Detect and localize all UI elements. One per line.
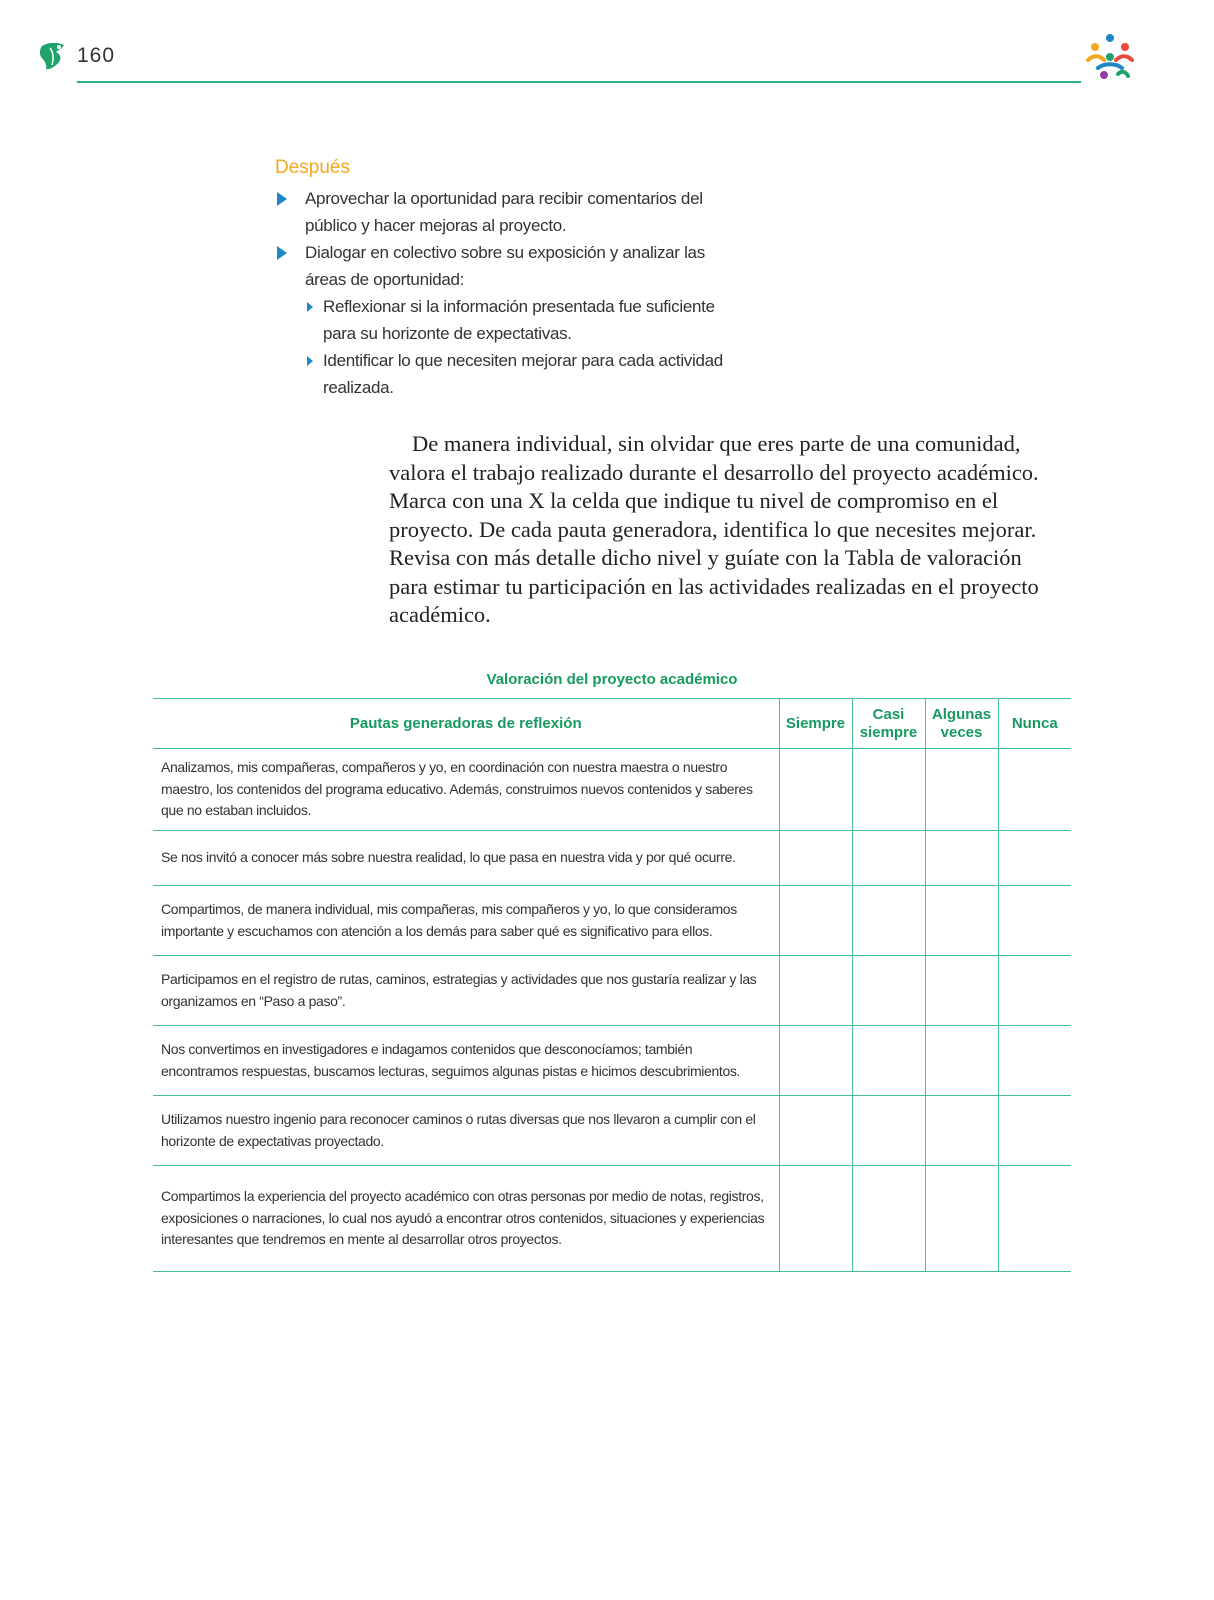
cell-siempre[interactable] xyxy=(779,1166,852,1272)
cell-algunas-veces[interactable] xyxy=(925,956,998,1026)
cell-nunca[interactable] xyxy=(998,1096,1071,1166)
cell-siempre[interactable] xyxy=(779,1026,852,1096)
sub-list-item-text: Reflexionar si la información presentada fue suficiente para su horizonte de expectativas. xyxy=(323,297,715,343)
sub-bullet-icon xyxy=(307,356,313,366)
row-description: Participamos en el registro de rutas, caminos, estrategias y actividades que nos gustaría realizar y las organizamos en “Paso a paso”. xyxy=(153,956,779,1026)
sub-list-item-text: Identificar lo que necesiten mejorar para cada actividad realizada. xyxy=(323,351,723,397)
sub-list-item xyxy=(305,347,735,401)
table-row xyxy=(153,1166,1071,1272)
cell-algunas-veces[interactable] xyxy=(925,886,998,956)
cell-siempre[interactable] xyxy=(779,886,852,956)
cell-algunas-veces[interactable] xyxy=(925,1026,998,1096)
cell-nunca[interactable] xyxy=(998,956,1071,1026)
leaf-logo-icon xyxy=(38,40,68,72)
row-description: Compartimos la experiencia del proyecto académico con otras personas por medio de notas, registros, exposiciones o narraciones, lo cual nos ayudó a encontrar otros contenidos, situaciones y experiencias interesantes que tendremos en mente al desarrollar otros proyectos. xyxy=(153,1166,779,1272)
cell-algunas-veces[interactable] xyxy=(925,831,998,886)
sub-list-item xyxy=(305,293,735,347)
table-row xyxy=(153,886,1071,956)
sub-bullet-icon xyxy=(307,302,313,312)
row-description: Nos convertimos en investigadores e indagamos contenidos que desconocíamos; también encontramos respuestas, buscamos lecturas, seguimos algunas pistas e hicimos descubrimientos. xyxy=(153,1026,779,1096)
header-divider xyxy=(77,81,1081,83)
cell-nunca[interactable] xyxy=(998,1166,1071,1272)
cell-siempre[interactable] xyxy=(779,956,852,1026)
row-description: Utilizamos nuestro ingenio para reconocer caminos o rutas diversas que nos llevaron a cumplir con el horizonte de expectativas proyectado. xyxy=(153,1096,779,1166)
cell-casi-siempre[interactable] xyxy=(852,749,925,831)
sub-list xyxy=(305,293,735,401)
cell-algunas-veces[interactable] xyxy=(925,749,998,831)
table-row xyxy=(153,1096,1071,1166)
assessment-table xyxy=(153,698,1071,1272)
page-number: 160 xyxy=(77,44,116,67)
instructions-paragraph: De manera individual, sin olvidar que eres parte de una comunidad, valora el trabajo realizado durante el desarrollo del proyecto académico. Marca con una X la celda que indique tu nivel de compromiso en el proyecto. De cada pauta generadora, identifica lo que necesites mejorar. Revisa con más detalle dicho nivel y guíate con la Tabla de valoración para estimar tu participación en las actividades realizadas en el proyecto académico. xyxy=(389,431,1039,627)
cell-nunca[interactable] xyxy=(998,831,1071,886)
cell-nunca[interactable] xyxy=(998,886,1071,956)
header-siempre: Siempre xyxy=(779,699,852,749)
list-item-text: Dialogar en colectivo sobre su exposición y analizar las áreas de oportunidad: xyxy=(305,243,705,289)
despues-section xyxy=(275,157,735,401)
bullet-arrow-icon xyxy=(277,246,287,260)
cell-casi-siempre[interactable] xyxy=(852,1026,925,1096)
table-row xyxy=(153,749,1071,831)
cell-siempre[interactable] xyxy=(779,831,852,886)
list-item xyxy=(275,185,735,239)
header-casi-siempre: Casi siempre xyxy=(852,699,925,749)
header-algunas-veces: Algunas veces xyxy=(925,699,998,749)
cell-casi-siempre[interactable] xyxy=(852,831,925,886)
list-item-text: Aprovechar la oportunidad para recibir comentarios del público y hacer mejoras al proyecto. xyxy=(305,189,703,235)
header-pautas: Pautas generadoras de reflexión xyxy=(153,699,779,749)
cell-siempre[interactable] xyxy=(779,749,852,831)
cell-siempre[interactable] xyxy=(779,1096,852,1166)
cell-algunas-veces[interactable] xyxy=(925,1096,998,1166)
cell-casi-siempre[interactable] xyxy=(852,886,925,956)
table-row xyxy=(153,956,1071,1026)
row-description: Analizamos, mis compañeras, compañeros y yo, en coordinación con nuestra maestra o nuestro maestro, los contenidos del programa educativo. Además, construimos nuevos contenidos y saberes que no estaban incluidos. xyxy=(153,749,779,831)
cell-casi-siempre[interactable] xyxy=(852,1096,925,1166)
community-logo-icon xyxy=(1082,30,1138,86)
table-row xyxy=(153,831,1071,886)
cell-algunas-veces[interactable] xyxy=(925,1166,998,1272)
section-title: Después xyxy=(275,157,350,178)
cell-nunca[interactable] xyxy=(998,749,1071,831)
bullet-arrow-icon xyxy=(277,192,287,206)
row-description: Compartimos, de manera individual, mis compañeras, mis compañeros y yo, lo que consideramos importante y escuchamos con atención a los demás para saber qué es significativo para ellos. xyxy=(153,886,779,956)
list-item xyxy=(275,239,735,401)
table-caption: Valoración del proyecto académico xyxy=(486,671,738,688)
cell-casi-siempre[interactable] xyxy=(852,956,925,1026)
row-description: Se nos invitó a conocer más sobre nuestra realidad, lo que pasa en nuestra vida y por qué ocurre. xyxy=(153,831,779,886)
cell-casi-siempre[interactable] xyxy=(852,1166,925,1272)
table-row xyxy=(153,1026,1071,1096)
table-header-row xyxy=(153,699,1071,749)
bullet-list xyxy=(275,185,735,401)
header-nunca: Nunca xyxy=(998,699,1071,749)
cell-nunca[interactable] xyxy=(998,1026,1071,1096)
